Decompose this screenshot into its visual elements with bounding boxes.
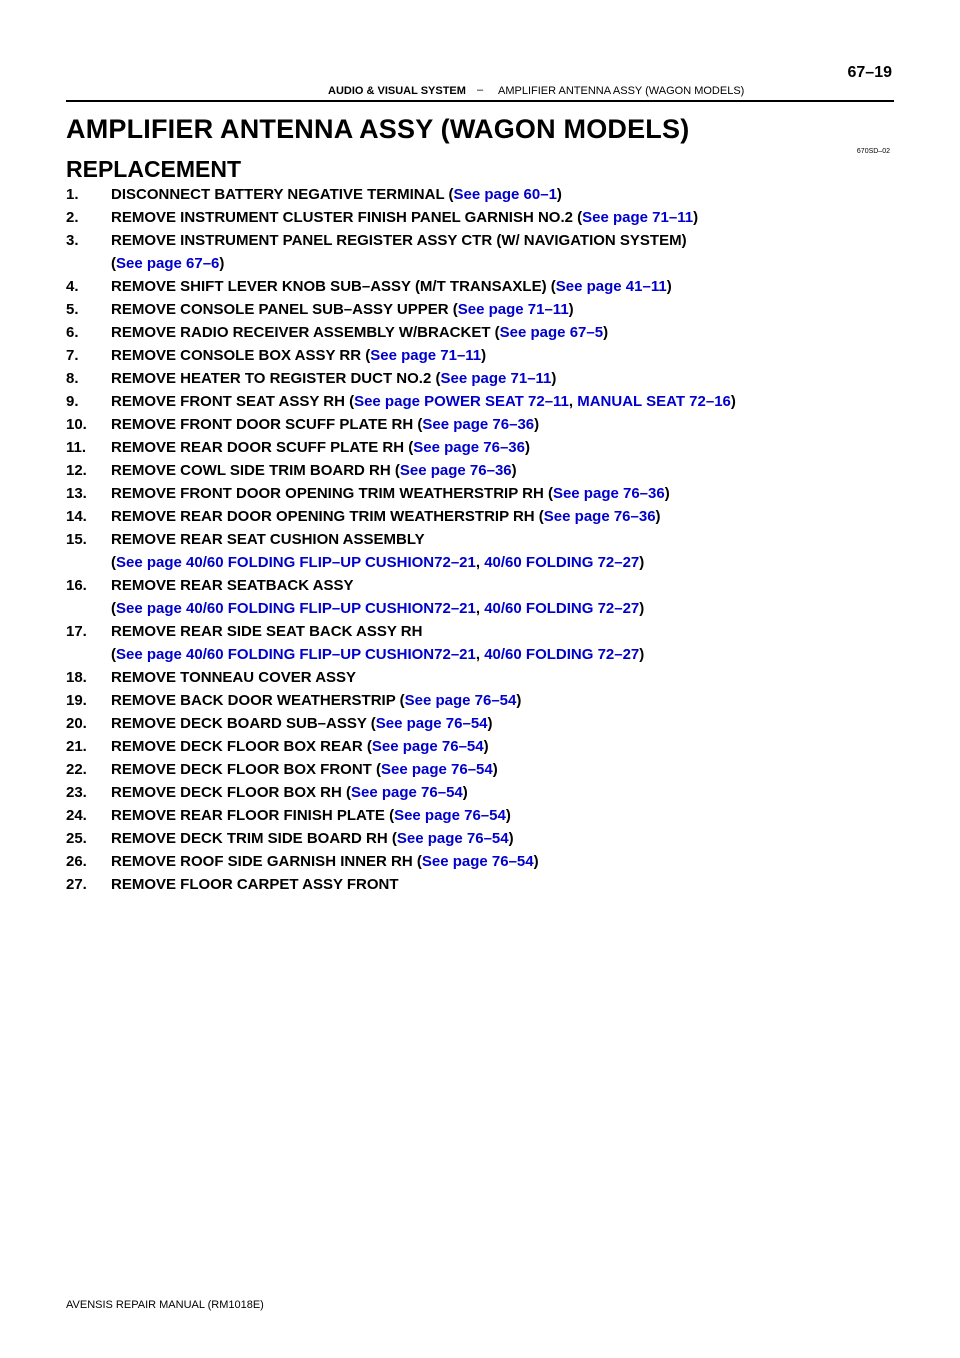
step-instruction: REMOVE TONNEAU COVER ASSY [111, 669, 357, 686]
step-instruction: REMOVE REAR SIDE SEAT BACK ASSY RH [111, 623, 423, 640]
step-instruction: REMOVE REAR SEATBACK ASSY [111, 577, 354, 594]
procedure-step [66, 482, 896, 505]
step-instruction: REMOVE COWL SIDE TRIM BOARD RH ( [111, 462, 400, 479]
see-page-link[interactable]: See page 76–36 [399, 462, 512, 479]
step-instruction: REMOVE FLOOR CARPET ASSY FRONT [111, 876, 399, 893]
see-page-link[interactable]: See page POWER SEAT 72–11 [354, 393, 569, 410]
step-paren-open: ( [111, 600, 116, 617]
see-page-link[interactable]: See page 60–1 [453, 186, 557, 203]
link-separator: , [568, 393, 578, 410]
header-section-title: AUDIO & VISUAL SYSTEM [328, 85, 466, 97]
step-paren-close: ) [730, 393, 736, 410]
see-page-link[interactable]: See page 71–11 [440, 370, 552, 387]
procedure-step [66, 436, 896, 459]
step-instruction: REMOVE DECK FLOOR BOX FRONT ( [111, 761, 381, 778]
step-instruction: REMOVE ROOF SIDE GARNISH INNER RH ( [111, 853, 422, 870]
step-instruction: REMOVE DECK TRIM SIDE BOARD RH ( [111, 830, 397, 847]
procedure-step [66, 298, 896, 321]
see-page-link[interactable]: See page 41–11 [555, 278, 667, 295]
step-paren-close: ) [693, 209, 699, 226]
step-number: 7. [66, 347, 79, 364]
step-instruction: REMOVE INSTRUMENT PANEL REGISTER ASSY CTR (W/ NAVIGATION SYSTEM) [111, 232, 687, 249]
step-text [111, 505, 896, 528]
step-text [111, 206, 896, 229]
step-number: 14. [66, 508, 87, 525]
step-number: 22. [66, 761, 87, 778]
see-page-link[interactable]: See page 40/60 FOLDING FLIP–UP CUSHION72–21 [116, 554, 476, 571]
see-page-link[interactable]: See page 76–54 [381, 761, 493, 778]
see-page-link[interactable]: See page 76–54 [371, 738, 484, 755]
step-number: 20. [66, 715, 87, 732]
step-paren-close: ) [639, 554, 645, 571]
header-topic-title: AMPLIFIER ANTENNA ASSY (WAGON MODELS) [498, 85, 745, 97]
page-number: 67–19 [847, 64, 892, 81]
procedure-step [66, 413, 896, 436]
procedure-step [66, 827, 896, 850]
step-instruction: REMOVE FRONT DOOR OPENING TRIM WEATHERSTRIP RH ( [111, 485, 553, 502]
link-separator: , [475, 646, 485, 663]
procedure-step [66, 344, 896, 367]
step-paren-close: ) [533, 853, 539, 870]
step-number: 6. [66, 324, 79, 341]
step-number: 25. [66, 830, 87, 847]
step-number: 21. [66, 738, 87, 755]
see-page-link[interactable]: See page 76–54 [375, 715, 488, 732]
step-text [111, 367, 896, 390]
step-number: 1. [66, 186, 79, 203]
step-number: 13. [66, 485, 87, 502]
step-number: 26. [66, 853, 87, 870]
step-number: 2. [66, 209, 79, 226]
step-instruction: REMOVE REAR FLOOR FINISH PLATE ( [111, 807, 395, 824]
step-paren-close: ) [483, 738, 489, 755]
step-number: 18. [66, 669, 87, 686]
step-paren-close: ) [664, 485, 670, 502]
step-text [111, 298, 896, 321]
step-paren-close: ) [603, 324, 609, 341]
procedure-step [66, 229, 896, 275]
step-text [111, 390, 896, 413]
step-paren-open: ( [111, 255, 116, 272]
procedure-step [66, 712, 896, 735]
step-paren-close: ) [524, 439, 530, 456]
step-number: 9. [66, 393, 79, 410]
step-instruction: DISCONNECT BATTERY NEGATIVE TERMINAL ( [111, 186, 454, 203]
step-instruction: REMOVE RADIO RECEIVER ASSEMBLY W/BRACKET ( [111, 324, 500, 341]
see-page-link[interactable]: See page 71–11 [457, 301, 569, 318]
procedure-step [66, 206, 896, 229]
step-text [111, 758, 896, 781]
see-page-link[interactable]: See page 40/60 FOLDING FLIP–UP CUSHION72–21 [116, 646, 476, 663]
step-text [111, 344, 896, 367]
step-text [111, 482, 896, 505]
see-page-link[interactable]: See page 67–6 [116, 255, 220, 272]
step-paren-close: ) [551, 370, 557, 387]
step-number: 4. [66, 278, 79, 295]
step-text [111, 436, 896, 459]
step-text [111, 804, 896, 827]
step-instruction: REMOVE BACK DOOR WEATHERSTRIP ( [111, 692, 405, 709]
step-paren-close: ) [655, 508, 661, 525]
procedure-step [66, 505, 896, 528]
see-page-link[interactable]: See page 71–11 [370, 347, 482, 364]
step-paren-close: ) [556, 186, 562, 203]
footer-manual-id: AVENSIS REPAIR MANUAL (RM1018E) [66, 1299, 264, 1311]
see-page-link[interactable]: See page 76–36 [543, 508, 656, 525]
step-text [111, 574, 896, 620]
step-text [111, 275, 896, 298]
step-paren-close: ) [487, 715, 493, 732]
step-instruction: REMOVE FRONT SEAT ASSY RH ( [111, 393, 355, 410]
step-text [111, 735, 896, 758]
procedure-steps-list [66, 183, 896, 896]
procedure-step [66, 850, 896, 873]
procedure-step [66, 367, 896, 390]
step-instruction: REMOVE REAR SEAT CUSHION ASSEMBLY [111, 531, 425, 548]
procedure-step [66, 873, 896, 896]
step-paren-close: ) [516, 692, 522, 709]
step-text [111, 321, 896, 344]
step-text [111, 666, 896, 689]
step-paren-close: ) [511, 462, 517, 479]
step-instruction: REMOVE REAR DOOR SCUFF PLATE RH ( [111, 439, 414, 456]
step-text [111, 827, 896, 850]
step-text [111, 850, 896, 873]
see-page-link[interactable]: See page 76–36 [413, 439, 525, 456]
step-text [111, 781, 896, 804]
procedure-step [66, 758, 896, 781]
step-text [111, 413, 896, 436]
step-number: 19. [66, 692, 87, 709]
step-paren-close: ) [481, 347, 487, 364]
step-instruction: REMOVE CONSOLE BOX ASSY RR ( [111, 347, 371, 364]
see-page-link-secondary[interactable]: 40/60 FOLDING 72–27 [484, 646, 640, 663]
see-page-link[interactable]: See page 76–54 [421, 853, 534, 870]
step-instruction: REMOVE DECK FLOOR BOX REAR ( [111, 738, 372, 755]
see-page-link[interactable]: See page 67–5 [499, 324, 604, 341]
step-number: 10. [66, 416, 87, 433]
header-rule [66, 100, 894, 102]
step-paren-close: ) [505, 807, 511, 824]
step-instruction: REMOVE SHIFT LEVER KNOB SUB–ASSY (M/T TRANSAXLE) ( [111, 278, 556, 295]
header-separator: – [477, 84, 484, 96]
see-page-link[interactable]: See page 76–54 [404, 692, 517, 709]
step-paren-open: ( [111, 554, 116, 571]
step-paren-close: ) [639, 600, 645, 617]
step-paren-close: ) [666, 278, 672, 295]
step-instruction: REMOVE DECK FLOOR BOX RH ( [111, 784, 352, 801]
step-paren-close: ) [534, 416, 540, 433]
procedure-step [66, 528, 896, 574]
procedure-step [66, 735, 896, 758]
procedure-step [66, 574, 896, 620]
step-text [111, 528, 896, 574]
step-number: 24. [66, 807, 87, 824]
page-title: AMPLIFIER ANTENNA ASSY (WAGON MODELS) [66, 114, 690, 144]
see-page-link-secondary[interactable]: 40/60 FOLDING 72–27 [484, 554, 640, 571]
step-text [111, 459, 896, 482]
step-number: 16. [66, 577, 87, 594]
step-instruction: REMOVE FRONT DOOR SCUFF PLATE RH ( [111, 416, 423, 433]
see-page-link[interactable]: See page 76–36 [552, 485, 665, 502]
procedure-step [66, 689, 896, 712]
step-text [111, 620, 896, 666]
step-text [111, 873, 896, 896]
step-paren-close: ) [492, 761, 498, 778]
step-instruction: REMOVE DECK BOARD SUB–ASSY ( [111, 715, 376, 732]
step-number: 15. [66, 531, 87, 548]
figure-code: 670SD–02 [856, 148, 890, 155]
step-paren-close: ) [219, 255, 225, 272]
see-page-link[interactable]: See page 71–11 [582, 209, 694, 226]
step-text [111, 183, 896, 206]
step-text [111, 229, 896, 275]
procedure-step [66, 620, 896, 666]
see-page-link[interactable]: See page 76–54 [396, 830, 509, 847]
procedure-step [66, 275, 896, 298]
procedure-step [66, 183, 896, 206]
procedure-step [66, 459, 896, 482]
step-number: 12. [66, 462, 87, 479]
step-number: 5. [66, 301, 79, 318]
step-paren-close: ) [639, 646, 645, 663]
step-paren-close: ) [508, 830, 514, 847]
see-page-link[interactable]: See page 76–36 [422, 416, 535, 433]
procedure-step [66, 781, 896, 804]
procedure-step [66, 321, 896, 344]
see-page-link-secondary[interactable]: MANUAL SEAT 72–16 [577, 393, 731, 410]
step-number: 17. [66, 623, 87, 640]
step-number: 23. [66, 784, 87, 801]
step-instruction: REMOVE REAR DOOR OPENING TRIM WEATHERSTRIP RH ( [111, 508, 544, 525]
step-number: 8. [66, 370, 79, 387]
procedure-step [66, 666, 896, 689]
step-number: 11. [66, 439, 87, 456]
step-instruction: REMOVE CONSOLE PANEL SUB–ASSY UPPER ( [111, 301, 458, 318]
section-subtitle: REPLACEMENT [66, 156, 242, 182]
step-text [111, 712, 896, 735]
step-instruction: REMOVE INSTRUMENT CLUSTER FINISH PANEL GARNISH NO.2 ( [111, 209, 583, 226]
step-paren-close: ) [568, 301, 574, 318]
link-separator: , [475, 600, 485, 617]
see-page-link[interactable]: See page 76–54 [394, 807, 506, 824]
see-page-link[interactable]: See page 40/60 FOLDING FLIP–UP CUSHION72–21 [116, 600, 476, 617]
procedure-step [66, 390, 896, 413]
see-page-link-secondary[interactable]: 40/60 FOLDING 72–27 [484, 600, 640, 617]
see-page-link[interactable]: See page 76–54 [351, 784, 463, 801]
step-paren-close: ) [462, 784, 468, 801]
step-paren-open: ( [111, 646, 116, 663]
link-separator: , [475, 554, 485, 571]
step-instruction: REMOVE HEATER TO REGISTER DUCT NO.2 ( [111, 370, 441, 387]
step-number: 3. [66, 232, 79, 249]
step-number: 27. [66, 876, 87, 893]
step-text [111, 689, 896, 712]
procedure-step [66, 804, 896, 827]
